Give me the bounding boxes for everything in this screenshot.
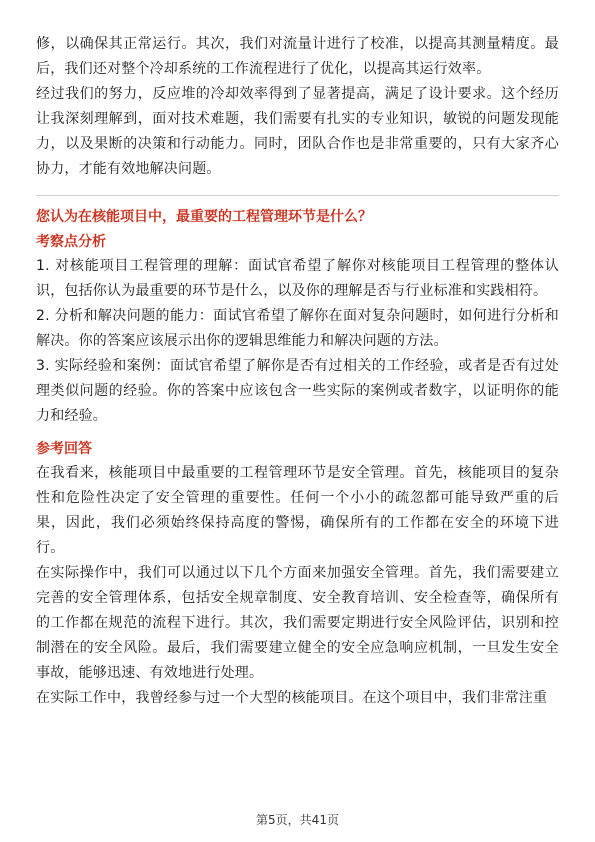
intro-paragraph: 修，以确保其正常运行。其次，我们对流量计进行了校准，以提高其测量精度。最后，我们还对整个冷却系统的工作流程进行了优化，以提高其运行效率。	[36, 36, 559, 77]
answer-title: 参考回答	[36, 441, 92, 457]
question-heading: 您认为在核能项目中，最重要的工程管理环节是什么？	[36, 209, 372, 225]
page-number-footer: 第5页，共41页	[256, 813, 339, 827]
answer-paragraph: 在实际操作中，我们可以通过以下几个方面来加强安全管理。首先，我们需要建立完善的安全管理体系，包括安全规章制度、安全教育培训、安全检查等，确保所有的工作都在规范的流程下进行。其次，我们需要定期进行安全风险评估，识别和控制潜在的安全风险。最后，我们需要建立健全的安全应急响应机制，一旦发生安全事故，能够迅速、有效地进行处理。	[36, 565, 559, 681]
analysis-list	[36, 254, 559, 429]
analysis-item: 2. 分析和解决问题的能力：面试官希望了解你在面对复杂问题时，如何进行分析和解决。你的答案应该展示出你的逻辑思维能力和解决问题的方法。	[36, 308, 559, 349]
answer-paragraph: 在实际工作中，我曾经参与过一个大型的核能项目。在这个项目中，我们非常注重	[36, 690, 548, 706]
analysis-title: 考察点分析	[36, 234, 106, 250]
analysis-item: 1. 对核能项目工程管理的理解：面试官希望了解你对核能项目工程管理的整体认识，包括你认为最重要的环节是什么，以及你的理解是否与行业标准和实践相符。	[36, 258, 559, 299]
section-divider	[36, 195, 559, 196]
answer-body	[36, 461, 559, 711]
intro-section	[36, 32, 559, 182]
analysis-item: 3. 实际经验和案例：面试官希望了解你是否有过相关的工作经验，或者是否有过处理类似问题的经验。你的答案中应该包含一些实际的案例或者数字，以证明你的能力和经验。	[36, 358, 559, 424]
answer-paragraph: 在我看来，核能项目中最重要的工程管理环节是安全管理。首先，核能项目的复杂性和危险性决定了安全管理的重要性。任何一个小小的疏忽都可能导致严重的后果，因此，我们必须始终保持高度的警惕，确保所有的工作都在安全的环境下进行。	[36, 465, 559, 556]
intro-paragraph: 经过我们的努力，反应堆的冷却效率得到了显著提高，满足了设计要求。这个经历让我深刻理解到，面对技术难题，我们需要有扎实的专业知识，敏锐的问题发现能力，以及果断的决策和行动能力。同时，团队合作也是非常重要的，只有大家齐心协力，才能有效地解决问题。	[36, 86, 559, 177]
